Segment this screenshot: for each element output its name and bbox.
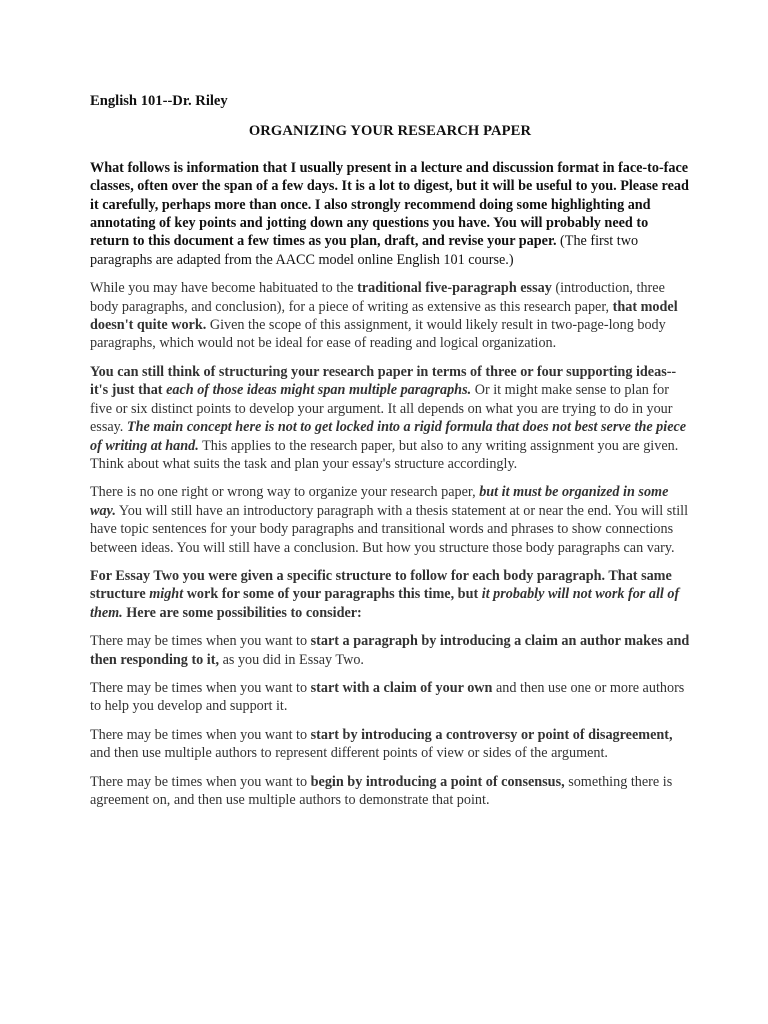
document-title: ORGANIZING YOUR RESEARCH PAPER	[248, 123, 532, 140]
paragraph-no-right-way	[90, 483, 690, 557]
text-run: (introduction, three body paragraphs, and conclusion), for a piece of writing as extensive as this research paper,	[90, 280, 665, 315]
bold-italic-run: it probably will not work for all of them.	[90, 586, 680, 621]
text-run: There may be times when you want to	[90, 633, 311, 650]
paragraph-intro	[90, 159, 690, 269]
intro-note: (The first two paragraphs are adapted from the AACC model online English 101 course.)	[90, 233, 639, 268]
bold-run: traditional five-paragraph essay	[357, 280, 552, 297]
bold-run: start by introducing a controversy or point of disagreement,	[310, 726, 673, 743]
text-run: While you may have become habituated to the	[90, 280, 358, 297]
paragraph-possibility-author-claim	[90, 632, 690, 669]
paragraph-five-paragraph-essay	[90, 279, 690, 353]
bold-run: start with a claim of your own	[310, 679, 493, 696]
bold-run: that model doesn't quite work.	[90, 298, 678, 334]
bold-italic-run: each of those ideas might span multiple paragraphs.	[166, 382, 472, 399]
bold-run: start a paragraph by introducing a claim an author makes and then responding to it,	[90, 633, 690, 668]
bold-italic-run: The main concept here is not to get locked into a rigid formula that does not best serve the piece of writing at hand.	[90, 419, 687, 454]
text-run: You will still have an introductory paragraph with a thesis statement at or near the end. You will still have topic sentences for your body paragraphs and transitional words and phrases to show connections between ideas. You will still have a conclusion. But how you structure those body paragraphs can vary.	[90, 502, 689, 556]
paragraph-supporting-ideas	[90, 363, 690, 473]
bold-italic-run: might	[149, 586, 184, 603]
paragraph-possibility-controversy	[90, 726, 690, 763]
text-run: and then use one or more authors to help you develop and support it.	[90, 679, 685, 715]
course-header: English 101--Dr. Riley	[90, 93, 228, 109]
paragraph-essay-two	[90, 567, 690, 622]
intro-bold-text: What follows is information that I usually present in a lecture and discussion format in face-to-face classes, often over the span of a few days. It is a lot to digest, but it will be useful to you. Please read it carefully, perhaps more than once. I also strongly recommend doing some highlighting and annotating of key points and jotting down any questions you have. You will probably need to return to this document a few times as you plan, draft, and revise your paper.	[90, 159, 689, 250]
bold-run: Here are some possibilities to consider:	[122, 604, 362, 621]
text-run: This applies to the research paper, but also to any writing assignment you are given. Think about what suits the task and plan your essay's structure accordingly.	[90, 437, 679, 472]
bold-run: You can still think of structuring your research paper in terms of three or four supporting ideas--it's just that	[90, 363, 677, 399]
text-run: There may be times when you want to	[90, 726, 311, 743]
text-run: There may be times when you want to	[90, 679, 311, 696]
text-run: something there is agreement on, and then use multiple authors to demonstrate that point.	[90, 773, 673, 808]
bold-run: work for some of your paragraphs this time, but	[183, 586, 482, 603]
bold-italic-run: but it must be organized in some way.	[90, 484, 669, 519]
paragraph-possibility-consensus	[90, 773, 690, 810]
text-run: as you did in Essay Two.	[219, 651, 364, 668]
text-run: and then use multiple authors to represent different points of view or sides of the argument.	[90, 745, 608, 762]
paragraph-possibility-own-claim	[90, 679, 690, 716]
text-run: There is no one right or wrong way to organize your research paper,	[90, 484, 480, 501]
text-run: Or it might make sense to plan for five or six distinct points to develop your argument. It all depends on what you are trying to do in your essay.	[90, 382, 673, 436]
bold-run: For Essay Two you were given a specific structure to follow for each body paragraph. That same structure	[90, 567, 672, 603]
text-run: There may be times when you want to	[90, 773, 311, 790]
bold-run: begin by introducing a point of consensus,	[310, 773, 565, 790]
text-run: Given the scope of this assignment, it would likely result in two-page-long body paragraphs, which would not be ideal for ease of reading and logical organization.	[90, 317, 666, 352]
